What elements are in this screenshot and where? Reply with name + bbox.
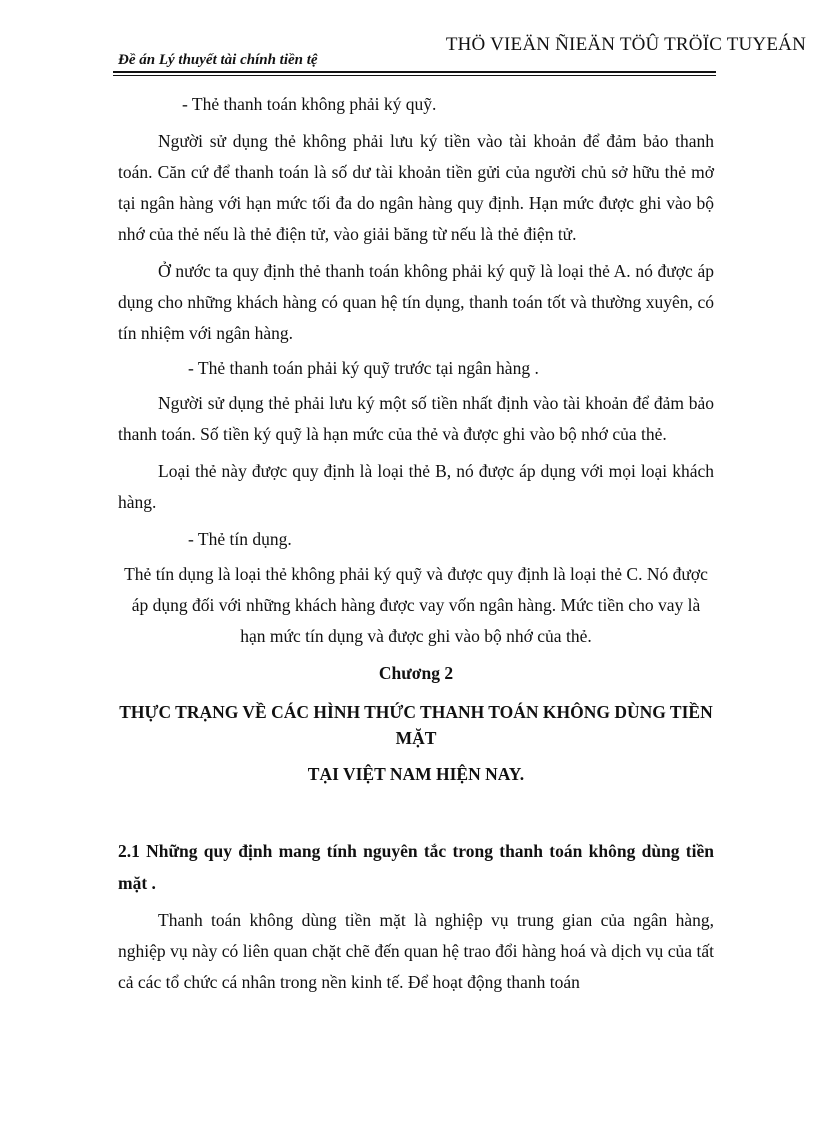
- paragraph: Thẻ tín dụng là loại thẻ không phải ký quỹ và được quy định là loại thẻ C. Nó được áp dụng đối với những khách hàng được vay vốn ngân hàng. Mức tiền cho vay là hạn mức tín dụng và được ghi vào bộ nhớ của thẻ.: [124, 564, 708, 646]
- site-title: THÖ VIEÄN ÑIEÄN TÖÛ TRÖÏC TUYEÁN: [445, 34, 806, 55]
- chapter-label: Chương 2: [378, 663, 454, 683]
- section-heading: 2.1 Những quy định mang tính nguyên tắc trong thanh toán không dùng tiền mặt .: [118, 841, 714, 893]
- bullet-item: - Thẻ thanh toán phải ký quỹ trước tại ngân hàng .: [188, 358, 539, 378]
- chapter-title: THỰC TRẠNG VỀ CÁC HÌNH THỨC THANH TOÁN KHÔNG DÙNG TIỀN MẶT: [119, 702, 713, 748]
- page-body: [118, 89, 714, 998]
- chapter-title: TẠI VIỆT NAM HIỆN NAY.: [307, 764, 525, 784]
- course-title: Đề án Lý thuyết tài chính tiền tệ: [118, 52, 318, 68]
- paragraph: Loại thẻ này được quy định là loại thẻ B, nó được áp dụng với mọi loại khách hàng.: [118, 461, 714, 512]
- paragraph: Người sử dụng thẻ không phải lưu ký tiền vào tài khoản để đảm bảo thanh toán. Căn cứ để thanh toán là số dư tài khoản tiền gửi của người chủ sở hữu thẻ mở tại ngân hàng với hạn mức tối đa do ngân hàng quy định. Hạn mức được ghi vào bộ nhớ của thẻ nếu là thẻ điện tử, vào giải băng từ nếu là thẻ điện tử.: [118, 131, 714, 244]
- header-rule: [113, 71, 716, 73]
- paragraph: Ở nước ta quy định thẻ thanh toán không phải ký quỹ là loại thẻ A. nó được áp dụng cho những khách hàng có quan hệ tín dụng, thanh toán tốt và thường xuyên, có tín nhiệm với ngân hàng.: [118, 261, 714, 343]
- bullet-item: - Thẻ thanh toán không phải ký quỹ.: [182, 94, 437, 114]
- header-rule-thin: [113, 75, 716, 76]
- paragraph: Người sử dụng thẻ phải lưu ký một số tiền nhất định vào tài khoản để đảm bảo thanh toán. Số tiền ký quỹ là hạn mức của thẻ và được ghi vào bộ nhớ của thẻ.: [118, 393, 714, 444]
- bullet-item: - Thẻ tín dụng.: [188, 529, 292, 549]
- paragraph: Thanh toán không dùng tiền mặt là nghiệp vụ trung gian của ngân hàng, nghiệp vụ này có liên quan chặt chẽ đến quan hệ trao đổi hàng hoá và dịch vụ của tất cả các tổ chức cá nhân trong nền kinh tế. Để hoạt động thanh toán: [118, 910, 714, 992]
